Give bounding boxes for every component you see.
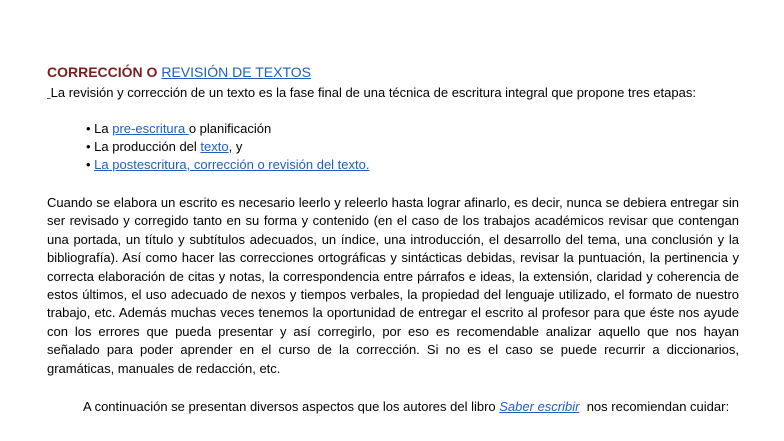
heading-bold-text: CORRECCIÓN O: [47, 64, 158, 80]
closing-text-after: nos recomiendan cuidar:: [579, 399, 730, 414]
list-item-suffix: , y: [228, 139, 243, 154]
intro-paragraph: [47, 84, 747, 102]
intro-text: La revisión y corrección de un texto es la fase final de una técnica de escritura integral que propone tres etapas:: [50, 85, 696, 100]
section-heading: [47, 64, 311, 81]
list-item: [86, 156, 369, 174]
list-item-suffix: o planificación: [188, 121, 272, 136]
list-item: [86, 120, 369, 138]
list-item-prefix: • La: [86, 121, 113, 136]
list-item: [86, 138, 369, 156]
closing-text-before: A continuación se presentan diversos aspectos que los autores del libro: [83, 399, 500, 414]
stages-list: [86, 120, 369, 174]
list-item-prefix: • La producción del: [86, 139, 201, 154]
pre-escritura-link[interactable]: pre-escritura: [112, 121, 189, 136]
heading-link[interactable]: REVISIÓN DE TEXTOS: [161, 64, 311, 80]
list-item-prefix: •: [86, 157, 95, 172]
closing-paragraph: [47, 398, 739, 416]
texto-link[interactable]: texto: [200, 139, 229, 154]
postescritura-link[interactable]: La postescritura, corrección o revisión del texto.: [94, 157, 370, 172]
saber-escribir-link[interactable]: Saber escribir: [499, 399, 580, 414]
body-paragraph: Cuando se elabora un escrito es necesario leerlo y releerlo hasta lograr afinarlo, es decir, nunca se debiera entregar sin ser revisado y corregido tanto en su forma y contenido (en el caso de los trabajos académicos revisar que contengan una portada, un título y subtítulos adecuados, un índice, una introducción, el desarrollo del tema, una conclusión y la bibliografía). Así como hacer las correcciones ortográficas y sintácticas debidas, revisar la puntuación, la pertinencia y correcta elaboración de citas y notas, la correspondencia entre párrafos e ideas, la extensión, claridad y coherencia de estos últimos, el uso adecuado de nexos y tiempos verbales, la propiedad del lenguaje utilizado, el formato de nuestro trabajo, etc. Además muchas veces tenemos la oportunidad de entregar el escrito al profesor para que éste nos ayude con los errores que pueda presentar y así corregirlo, por eso es recomendable analizar aquello que nos hayan señalado para poder aprender en el curso de la corrección. Si no es el caso se puede recurrir a diccionarios, gramáticas, manuales de redacción, etc.: [47, 195, 739, 376]
